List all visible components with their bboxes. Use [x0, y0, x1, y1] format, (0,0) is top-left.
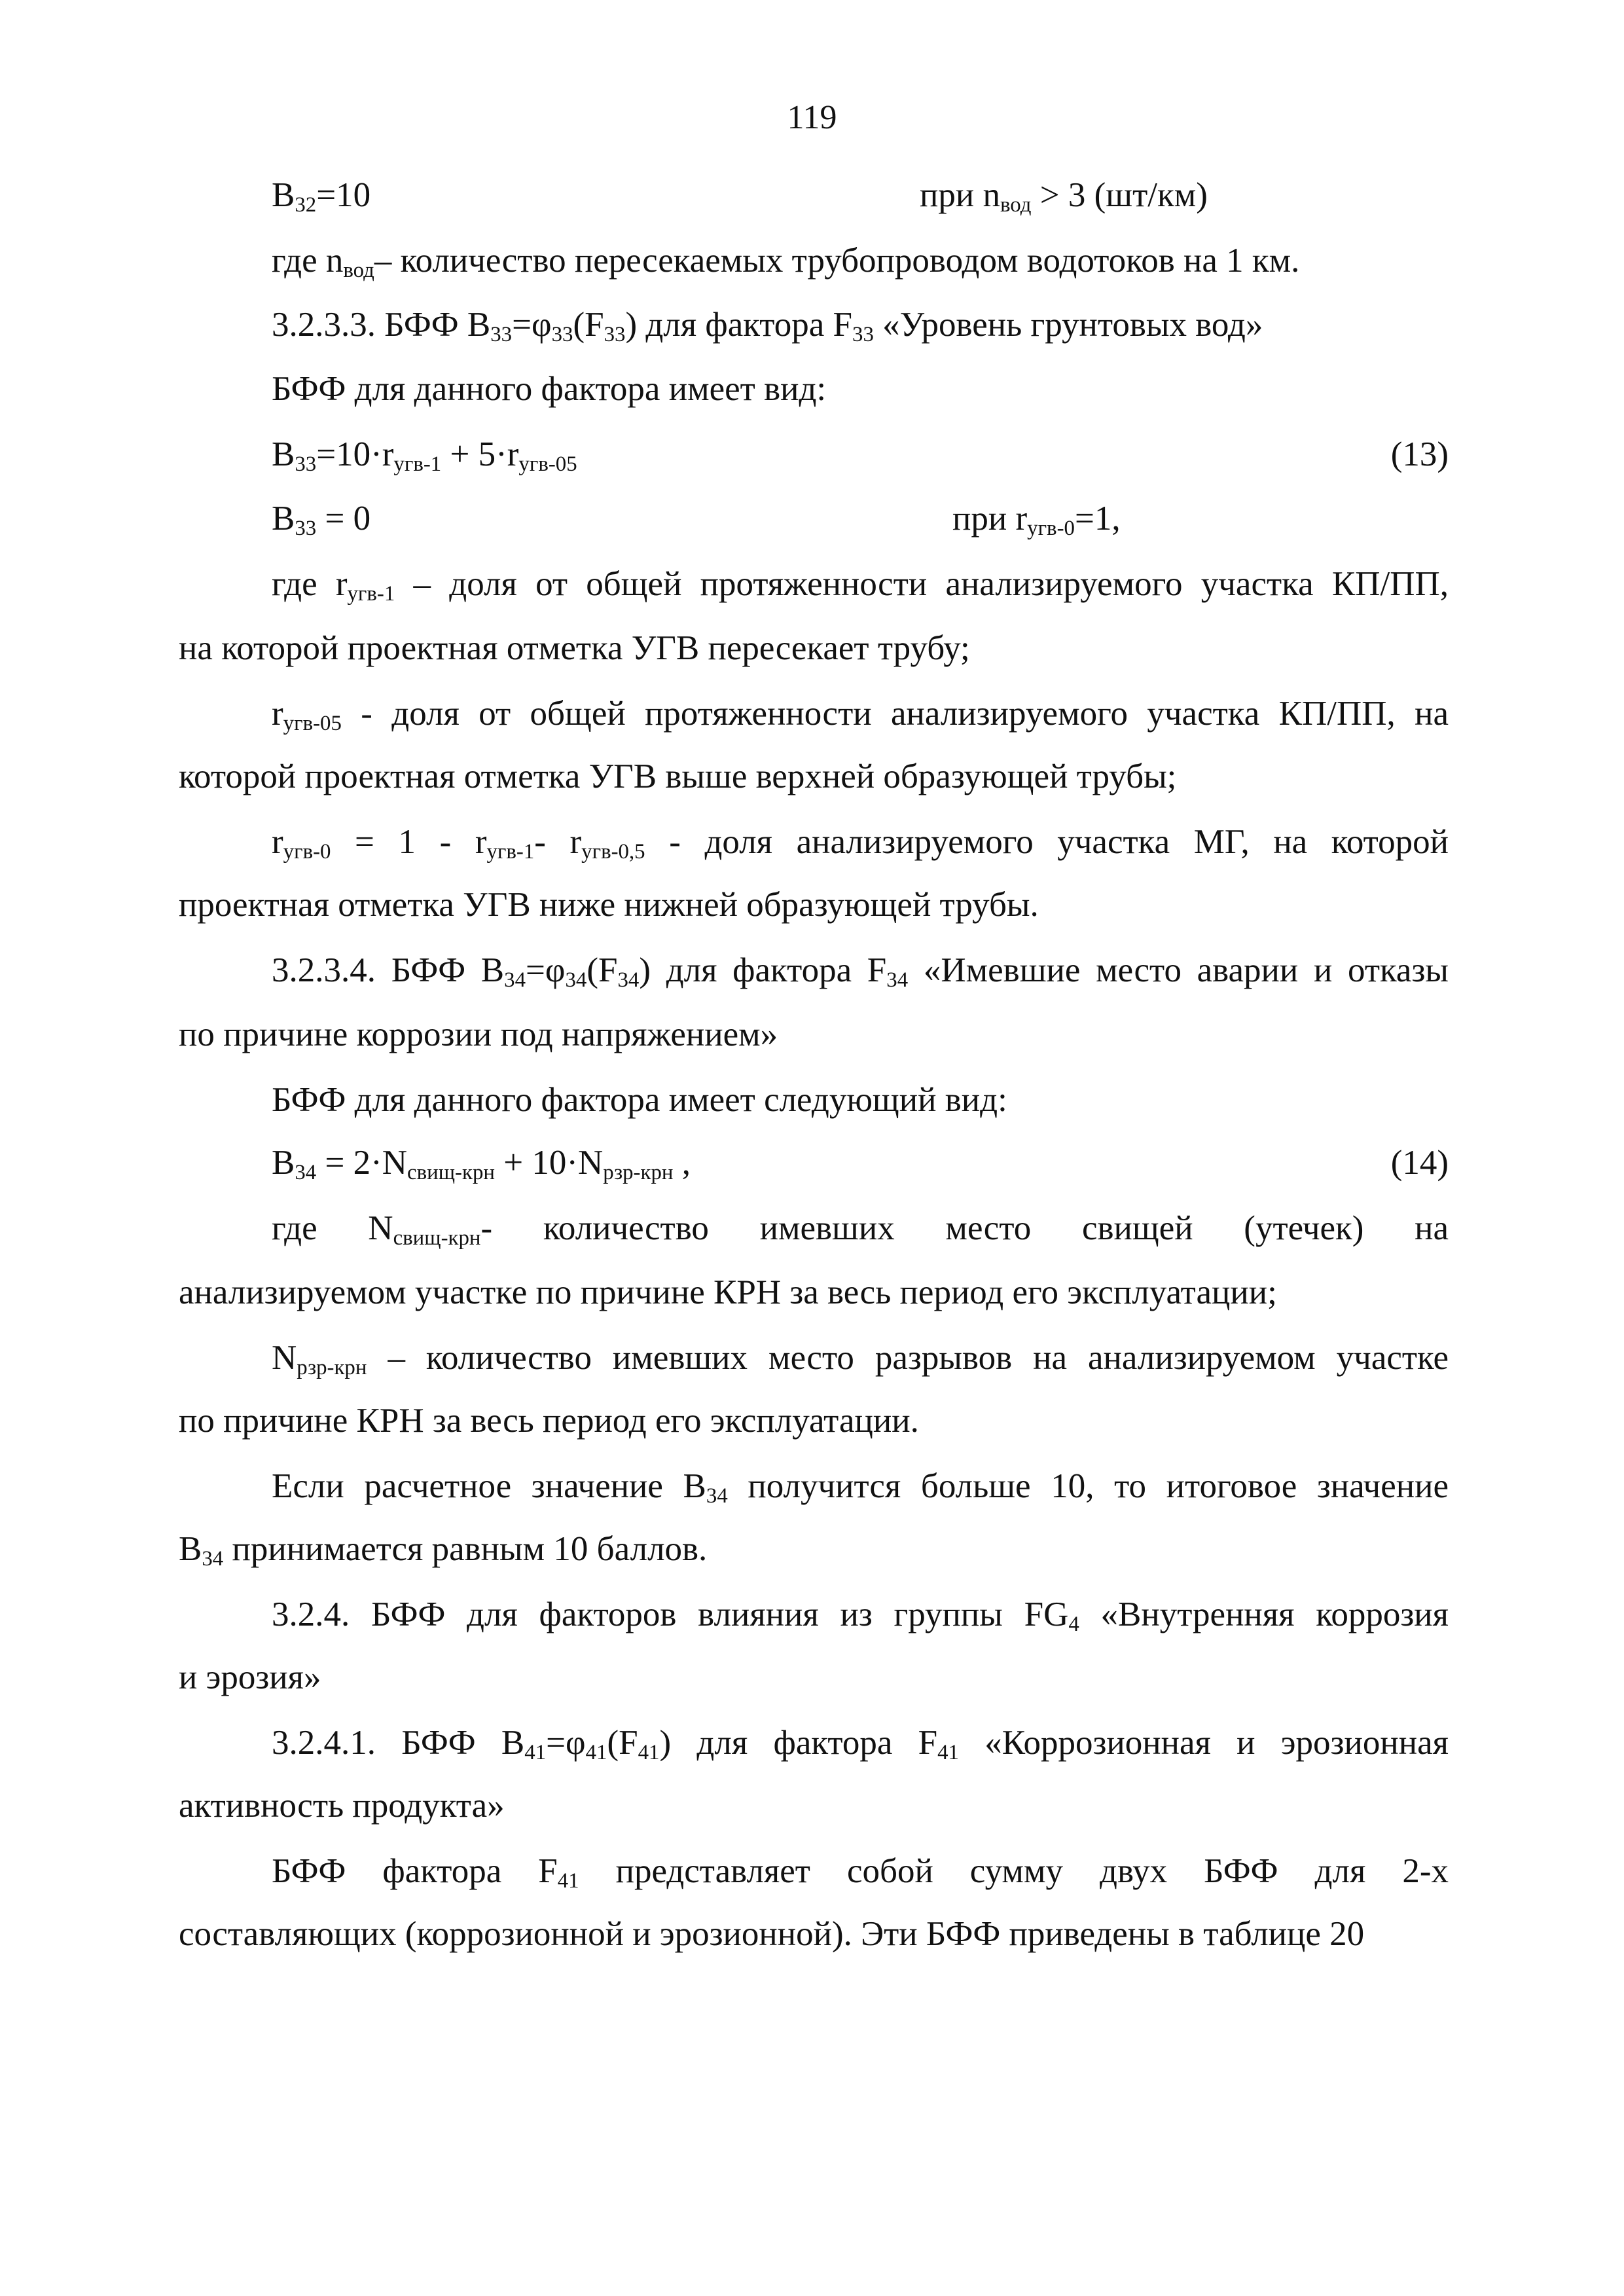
text-line: $r_{угв-0} = 1 - r_{угв-1}-$ $r_{угв-0,5}$ - доля анализируемого участка МГ, на которой	[272, 823, 1449, 864]
text-line: БФФ для данного фактора имеет вид:	[272, 370, 827, 408]
formula-13: $B_{33}=10\cdot r_{угв-1} + 5\cdot r_{угв-05}$ (13)	[272, 433, 1449, 475]
text-line: где $n_{вод}-$ количество пересекаемых трубопроводом водотоков на 1 км.	[272, 242, 1300, 283]
text-line: $r_{угв-05}$ - доля от общей протяженности анализируемого участка КП/ПП, на	[272, 695, 1449, 736]
text-line: БФФ для данного фактора имеет следующий вид:	[272, 1081, 1007, 1119]
text-line: на которой проектная отметка УГВ пересекает трубу;	[179, 629, 970, 667]
section-heading-3-2-4: 3.2.4. БФФ для факторов влияния из группы $FG_4$ «Внутренняя коррозия	[272, 1595, 1449, 1637]
text-line: где $r_{угв-1}$ – доля от общей протяженности анализируемого участка КП/ПП,	[272, 565, 1449, 606]
text-line: по причине КРН за весь период его эксплуатации.	[179, 1402, 919, 1440]
text-line: $B_{34}$ принимается равным 10 баллов.	[179, 1530, 708, 1571]
page-number: 119	[787, 99, 837, 136]
text-line: $N_{рзр-крн}$ – количество имевших место разрывов на анализируемом участке	[272, 1339, 1449, 1380]
text-line: составляющих (коррозионной и эрозионной). Эти БФФ приведены в таблице 20	[179, 1915, 1365, 1953]
text-line: где $N_{свищ-крн}-$ количество имевших место свищей (утечек) на	[272, 1209, 1449, 1250]
text-line: БФФ фактора $F_{41}$ представляет собой сумму двух БФФ для 2-х	[272, 1852, 1449, 1893]
text-line: и эрозия»	[179, 1658, 321, 1696]
section-heading-3-2-3-3: 3.2.3.3. БФФ $B_{33}=\varphi_{33}(F_{33})$ для фактора $F_{33}$ «Уровень грунтовых вод»	[272, 306, 1263, 347]
equation-number: (13)	[1390, 435, 1449, 473]
formula-14: $B_{34} = 2\cdot N_{свищ-крн} + 10\cdot N_{рзр-крн}$ , (14)	[272, 1142, 1449, 1184]
formula-b32: $B_{32}=10$ при $n_{вод} > 3$ (шт/км)	[272, 176, 1208, 217]
text-line: Если расчетное значение $B_{34}$ получится больше 10, то итоговое значение	[272, 1467, 1449, 1508]
section-heading-3-2-4-1: 3.2.4.1. БФФ $B_{41}=\varphi_{41}(F_{41})$ для фактора $F_{41}$ «Коррозионная и эрозионная	[272, 1724, 1449, 1765]
text-line: анализируемом участке по причине КРН за весь период его эксплуатации;	[179, 1273, 1277, 1311]
text-line: по причине коррозии под напряжением»	[179, 1015, 778, 1053]
formula-b33-zero: $B_{33} = 0$ при $r_{угв-0}=1$,	[272, 500, 1121, 541]
text-line: которой проектная отметка УГВ выше верхней образующей трубы;	[179, 757, 1177, 795]
text-line: проектная отметка УГВ ниже нижней образующей трубы.	[179, 886, 1039, 924]
text-line: активность продукта»	[179, 1787, 505, 1825]
section-heading-3-2-3-4: 3.2.3.4. БФФ $B_{34}=\varphi_{34}(F_{34})$ для фактора $F_{34}$ «Имевшие место аварии и отказы	[272, 951, 1449, 993]
equation-number: (14)	[1390, 1144, 1449, 1182]
